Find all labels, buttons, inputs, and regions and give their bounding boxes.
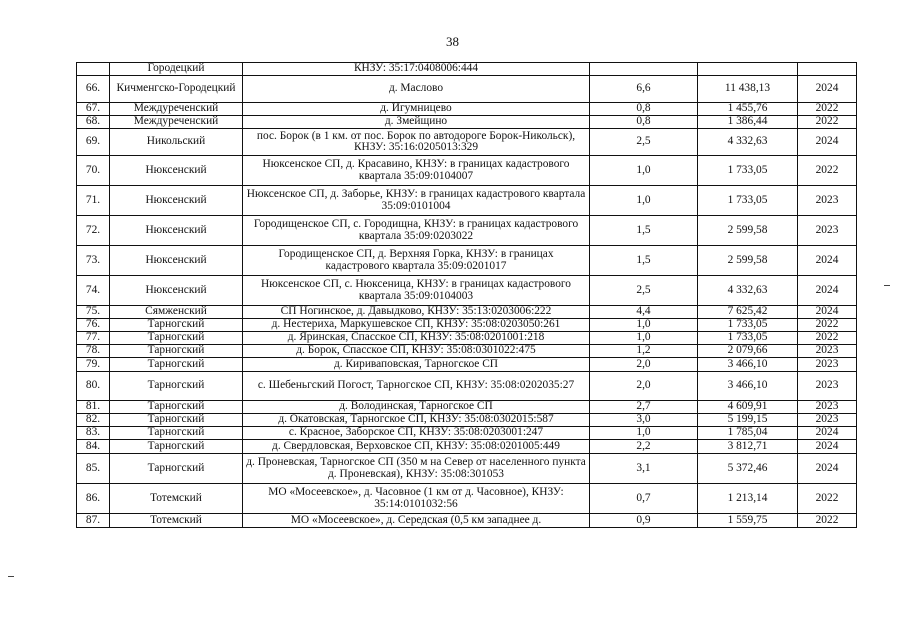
area-value: 1,0 bbox=[590, 186, 698, 216]
district-name: Городецкий bbox=[110, 63, 243, 76]
year-value: 2023 bbox=[798, 345, 857, 358]
price-value: 4 332,63 bbox=[698, 276, 798, 306]
land-plots-table-container bbox=[76, 62, 856, 528]
year-value: 2023 bbox=[798, 401, 857, 414]
row-number: 74. bbox=[77, 276, 110, 306]
row-number: 66. bbox=[77, 76, 110, 103]
price-value: 1 785,04 bbox=[698, 427, 798, 440]
land-plots-table bbox=[76, 62, 857, 528]
location-description: Нюксенское СП, с. Нюксеница, КНЗУ: в границах кадастрового квартала 35:09:0104003 bbox=[243, 276, 590, 306]
district-name: Тарногский bbox=[110, 427, 243, 440]
district-name: Тарногский bbox=[110, 414, 243, 427]
table-row bbox=[77, 332, 857, 345]
price-value: 7 625,42 bbox=[698, 306, 798, 319]
table-row bbox=[77, 401, 857, 414]
page-number: 38 bbox=[446, 34, 459, 49]
district-name: Нюксенский bbox=[110, 246, 243, 276]
year-value: 2024 bbox=[798, 454, 857, 484]
district-name: Тотемский bbox=[110, 514, 243, 528]
price-value: 1 455,76 bbox=[698, 103, 798, 116]
price-value: 5 199,15 bbox=[698, 414, 798, 427]
location-description: Городищенское СП, с. Городищна, КНЗУ: в границах кадастрового квартала 35:09:0203022 bbox=[243, 216, 590, 246]
area-value: 0,8 bbox=[590, 116, 698, 129]
location-description: КНЗУ: 35:17:0408006:444 bbox=[243, 63, 590, 76]
price-value: 1 733,05 bbox=[698, 319, 798, 332]
district-name: Тарногский bbox=[110, 358, 243, 372]
location-description: д. Проневская, Тарногское СП (350 м на Север от населенного пункта д. Проневская), КНЗУ: 35:08:301053 bbox=[243, 454, 590, 484]
area-value: 6,6 bbox=[590, 76, 698, 103]
price-value: 2 599,58 bbox=[698, 216, 798, 246]
table-row bbox=[77, 156, 857, 186]
row-number: 75. bbox=[77, 306, 110, 319]
row-number: 76. bbox=[77, 319, 110, 332]
row-number: 67. bbox=[77, 103, 110, 116]
location-description: МО «Мосеевское», д. Середская (0,5 км западнее д. bbox=[243, 514, 590, 528]
district-name: Никольский bbox=[110, 129, 243, 156]
year-value: 2024 bbox=[798, 276, 857, 306]
year-value: 2022 bbox=[798, 484, 857, 514]
price-value: 4 332,63 bbox=[698, 129, 798, 156]
row-number: 70. bbox=[77, 156, 110, 186]
location-description: Нюксенское СП, д. Заборье, КНЗУ: в границах кадастрового квартала 35:09:0101004 bbox=[243, 186, 590, 216]
area-value bbox=[590, 63, 698, 76]
price-value: 1 733,05 bbox=[698, 332, 798, 345]
location-description: МО «Мосеевское», д. Часовное (1 км от д. Часовное), КНЗУ: 35:14:0101032:56 bbox=[243, 484, 590, 514]
row-number: 72. bbox=[77, 216, 110, 246]
district-name: Нюксенский bbox=[110, 216, 243, 246]
price-value: 1 733,05 bbox=[698, 186, 798, 216]
price-value: 2 599,58 bbox=[698, 246, 798, 276]
price-value: 3 466,10 bbox=[698, 358, 798, 372]
location-description: д. Окатовская, Тарногское СП, КНЗУ: 35:08:0302015:587 bbox=[243, 414, 590, 427]
area-value: 2,7 bbox=[590, 401, 698, 414]
location-description: д. Маслово bbox=[243, 76, 590, 103]
table-row bbox=[77, 186, 857, 216]
year-value: 2023 bbox=[798, 216, 857, 246]
area-value: 4,4 bbox=[590, 306, 698, 319]
area-value: 2,0 bbox=[590, 358, 698, 372]
area-value: 1,0 bbox=[590, 156, 698, 186]
area-value: 1,2 bbox=[590, 345, 698, 358]
district-name: Тарногский bbox=[110, 319, 243, 332]
location-description: д. Игумницево bbox=[243, 103, 590, 116]
table-row bbox=[77, 345, 857, 358]
row-number: 79. bbox=[77, 358, 110, 372]
district-name: Тарногский bbox=[110, 345, 243, 358]
area-value: 2,5 bbox=[590, 276, 698, 306]
price-value: 11 438,13 bbox=[698, 76, 798, 103]
row-number: 83. bbox=[77, 427, 110, 440]
table-row bbox=[77, 216, 857, 246]
row-number: 71. bbox=[77, 186, 110, 216]
location-description: д. Свердловская, Верховское СП, КНЗУ: 35:08:0201005:449 bbox=[243, 440, 590, 454]
table-body bbox=[77, 63, 857, 528]
row-number: 80. bbox=[77, 372, 110, 401]
scan-mark bbox=[8, 576, 14, 577]
table-row bbox=[77, 484, 857, 514]
table-row bbox=[77, 414, 857, 427]
district-name: Тарногский bbox=[110, 454, 243, 484]
year-value: 2022 bbox=[798, 116, 857, 129]
area-value: 3,0 bbox=[590, 414, 698, 427]
district-name: Тарногский bbox=[110, 372, 243, 401]
row-number: 81. bbox=[77, 401, 110, 414]
row-number: 68. bbox=[77, 116, 110, 129]
area-value: 0,7 bbox=[590, 484, 698, 514]
table-row bbox=[77, 246, 857, 276]
year-value: 2022 bbox=[798, 514, 857, 528]
price-value: 4 609,91 bbox=[698, 401, 798, 414]
area-value: 2,2 bbox=[590, 440, 698, 454]
district-name: Сямженский bbox=[110, 306, 243, 319]
row-number: 82. bbox=[77, 414, 110, 427]
table-row bbox=[77, 427, 857, 440]
district-name: Междуреченский bbox=[110, 116, 243, 129]
year-value: 2024 bbox=[798, 246, 857, 276]
price-value: 1 386,44 bbox=[698, 116, 798, 129]
district-name: Нюксенский bbox=[110, 186, 243, 216]
location-description: д. Борок, Спасское СП, КНЗУ: 35:08:0301022:475 bbox=[243, 345, 590, 358]
location-description: д. Яринская, Спасское СП, КНЗУ: 35:08:0201001:218 bbox=[243, 332, 590, 345]
price-value: 1 733,05 bbox=[698, 156, 798, 186]
table-row bbox=[77, 514, 857, 528]
year-value: 2022 bbox=[798, 319, 857, 332]
area-value: 1,0 bbox=[590, 319, 698, 332]
location-description: д. Змейщино bbox=[243, 116, 590, 129]
price-value bbox=[698, 63, 798, 76]
area-value: 1,0 bbox=[590, 427, 698, 440]
row-number: 77. bbox=[77, 332, 110, 345]
row-number: 87. bbox=[77, 514, 110, 528]
location-description: Городищенское СП, д. Верхняя Горка, КНЗУ: в границах кадастрового квартала 35:09:0201017 bbox=[243, 246, 590, 276]
location-description: с. Шебеньгский Погост, Тарногское СП, КНЗУ: 35:08:0202035:27 bbox=[243, 372, 590, 401]
price-value: 2 079,66 bbox=[698, 345, 798, 358]
table-row bbox=[77, 440, 857, 454]
row-number: 78. bbox=[77, 345, 110, 358]
district-name: Нюксенский bbox=[110, 156, 243, 186]
table-row bbox=[77, 306, 857, 319]
price-value: 3 812,71 bbox=[698, 440, 798, 454]
year-value: 2023 bbox=[798, 186, 857, 216]
area-value: 2,0 bbox=[590, 372, 698, 401]
table-row bbox=[77, 116, 857, 129]
location-description: с. Красное, Заборское СП, КНЗУ: 35:08:0203001:247 bbox=[243, 427, 590, 440]
location-description: СП Ногинское, д. Давыдково, КНЗУ: 35:13:0203006:222 bbox=[243, 306, 590, 319]
location-description: д. Кириваповская, Тарногское СП bbox=[243, 358, 590, 372]
price-value: 5 372,46 bbox=[698, 454, 798, 484]
area-value: 0,9 bbox=[590, 514, 698, 528]
year-value bbox=[798, 63, 857, 76]
area-value: 1,5 bbox=[590, 216, 698, 246]
table-row bbox=[77, 63, 857, 76]
table-row bbox=[77, 319, 857, 332]
year-value: 2023 bbox=[798, 372, 857, 401]
year-value: 2024 bbox=[798, 440, 857, 454]
row-number bbox=[77, 63, 110, 76]
row-number: 73. bbox=[77, 246, 110, 276]
table-row bbox=[77, 129, 857, 156]
year-value: 2022 bbox=[798, 156, 857, 186]
area-value: 0,8 bbox=[590, 103, 698, 116]
scan-mark bbox=[884, 285, 890, 286]
location-description: пос. Борок (в 1 км. от пос. Борок по автодороге Борок-Никольск), КНЗУ: 35:16:0205013:329 bbox=[243, 129, 590, 156]
district-name: Междуреченский bbox=[110, 103, 243, 116]
year-value: 2023 bbox=[798, 414, 857, 427]
area-value: 3,1 bbox=[590, 454, 698, 484]
row-number: 84. bbox=[77, 440, 110, 454]
district-name: Тарногский bbox=[110, 401, 243, 414]
table-row bbox=[77, 276, 857, 306]
row-number: 69. bbox=[77, 129, 110, 156]
price-value: 1 213,14 bbox=[698, 484, 798, 514]
price-value: 1 559,75 bbox=[698, 514, 798, 528]
table-row bbox=[77, 76, 857, 103]
area-value: 2,5 bbox=[590, 129, 698, 156]
district-name: Тарногский bbox=[110, 332, 243, 345]
location-description: д. Нестериха, Маркушевское СП, КНЗУ: 35:08:0203050:261 bbox=[243, 319, 590, 332]
year-value: 2024 bbox=[798, 129, 857, 156]
price-value: 3 466,10 bbox=[698, 372, 798, 401]
location-description: Нюксенское СП, д. Красавино, КНЗУ: в границах кадастрового квартала 35:09:0104007 bbox=[243, 156, 590, 186]
row-number: 85. bbox=[77, 454, 110, 484]
area-value: 1,5 bbox=[590, 246, 698, 276]
area-value: 1,0 bbox=[590, 332, 698, 345]
district-name: Тарногский bbox=[110, 440, 243, 454]
district-name: Нюксенский bbox=[110, 276, 243, 306]
table-row bbox=[77, 372, 857, 401]
location-description: д. Володинская, Тарногское СП bbox=[243, 401, 590, 414]
district-name: Тотемский bbox=[110, 484, 243, 514]
table-row bbox=[77, 103, 857, 116]
row-number: 86. bbox=[77, 484, 110, 514]
year-value: 2024 bbox=[798, 306, 857, 319]
year-value: 2024 bbox=[798, 76, 857, 103]
year-value: 2022 bbox=[798, 332, 857, 345]
district-name: Кичменгско-Городецкий bbox=[110, 76, 243, 103]
year-value: 2024 bbox=[798, 427, 857, 440]
year-value: 2023 bbox=[798, 358, 857, 372]
table-row bbox=[77, 358, 857, 372]
year-value: 2022 bbox=[798, 103, 857, 116]
table-row bbox=[77, 454, 857, 484]
